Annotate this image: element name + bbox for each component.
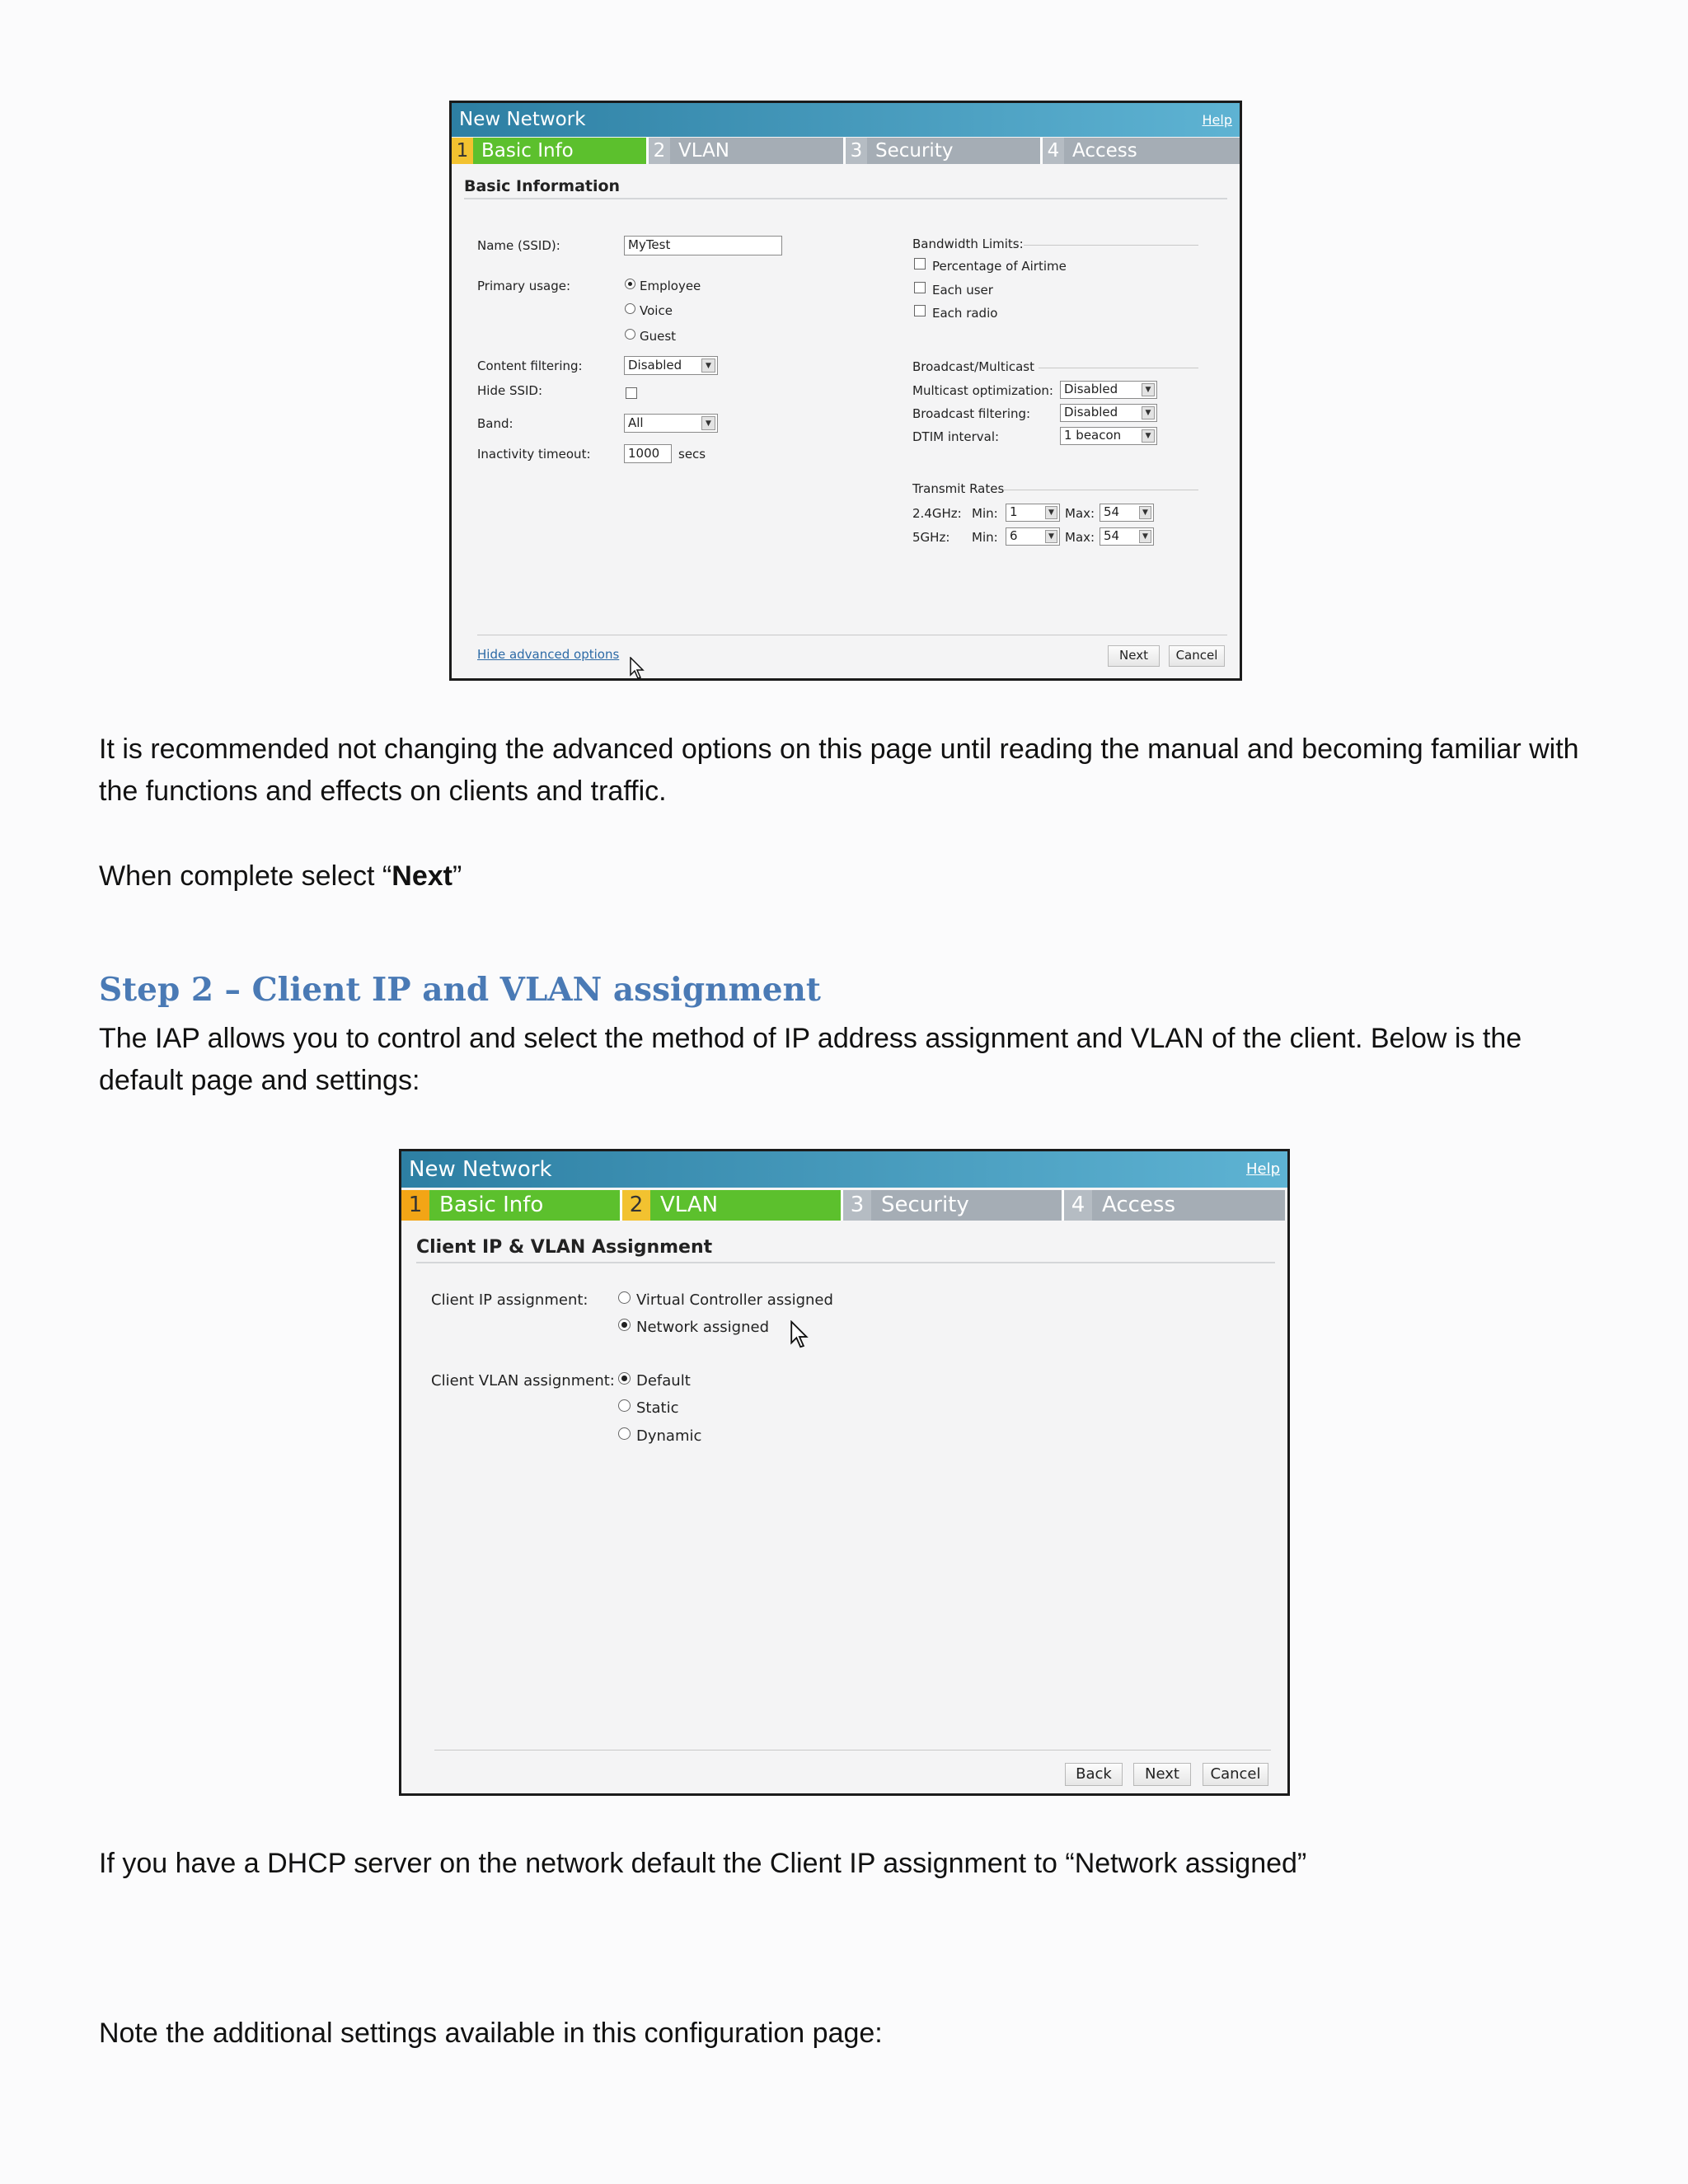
tab-vlan[interactable] <box>649 138 846 164</box>
step-2-heading: Step 2 – Client IP and VLAN assignment <box>99 971 821 1009</box>
next-button[interactable]: Next <box>1133 1763 1191 1786</box>
chevron-down-icon: ▼ <box>701 359 715 373</box>
step-label: Access <box>1102 1193 1176 1217</box>
dtim-interval-select[interactable] <box>1060 427 1157 445</box>
usage-employee-label: Employee <box>640 279 701 293</box>
tab-basic-info[interactable] <box>401 1190 622 1221</box>
step-number: 1 <box>401 1190 429 1221</box>
each-user-checkbox[interactable] <box>914 282 926 293</box>
step-label: Access <box>1072 140 1137 162</box>
help-link[interactable]: Help <box>1202 112 1232 128</box>
section-title: Client IP & VLAN Assignment <box>416 1237 713 1258</box>
help-link[interactable]: Help <box>1245 1160 1280 1178</box>
vlan-dynamic-radio[interactable] <box>618 1427 631 1440</box>
hide-advanced-options-link[interactable]: Hide advanced options <box>477 647 620 662</box>
rate-24ghz-max-value: 54 <box>1104 504 1120 519</box>
usage-voice-label: Voice <box>640 303 673 318</box>
step-label: Basic Info <box>481 140 574 162</box>
next-instruction-prefix: When complete select “ <box>99 860 392 892</box>
rate-24ghz-max-label: Max: <box>1065 506 1095 521</box>
next-instruction-bold: Next <box>392 860 452 892</box>
rate-5ghz-min-value: 6 <box>1010 528 1018 543</box>
rate-5ghz-max-select[interactable] <box>1100 527 1154 546</box>
client-vlan-assignment-label: Client VLAN assignment: <box>431 1372 615 1390</box>
dialog-title: New Network <box>459 109 586 130</box>
content-filtering-value: Disabled <box>628 358 682 373</box>
usage-employee-radio[interactable] <box>625 279 635 289</box>
multicast-optimization-select[interactable] <box>1060 381 1157 399</box>
cancel-button[interactable]: Cancel <box>1169 645 1225 667</box>
dtim-interval-label: DTIM interval: <box>912 429 1000 444</box>
rate-24ghz-min-value: 1 <box>1010 504 1018 519</box>
step-label: Security <box>881 1193 969 1217</box>
vlan-default-label: Default <box>636 1372 691 1390</box>
back-button[interactable]: Back <box>1065 1763 1123 1786</box>
chevron-down-icon: ▼ <box>1142 406 1155 419</box>
dhcp-paragraph: If you have a DHCP server on the network default the Client IP assignment to “Network assigned” <box>99 1848 1307 1879</box>
each-radio-label: Each radio <box>932 306 998 321</box>
tab-access[interactable] <box>1064 1190 1285 1221</box>
band-select[interactable] <box>624 414 718 433</box>
usage-guest-radio[interactable] <box>625 329 635 340</box>
name-ssid-input[interactable]: MyTest <box>624 236 782 255</box>
band-label: Band: <box>477 416 513 431</box>
vlan-dynamic-label: Dynamic <box>636 1427 702 1445</box>
step-number: 1 <box>452 138 473 164</box>
tab-basic-info[interactable] <box>452 138 649 164</box>
step-number: 4 <box>1043 138 1064 164</box>
rate-24ghz-max-select[interactable] <box>1100 504 1154 522</box>
step-number: 4 <box>1064 1190 1092 1221</box>
name-ssid-label: Name (SSID): <box>477 238 560 253</box>
rate-5ghz-label: 5GHz: <box>912 530 950 545</box>
new-network-dialog-vlan <box>399 1149 1290 1796</box>
chevron-down-icon: ▼ <box>1139 530 1151 543</box>
rate-5ghz-min-label: Min: <box>972 530 998 545</box>
recommendation-paragraph: It is recommended not changing the advanced options on this page until reading the manual and becoming familiar with the functions and effects on clients and traffic. <box>99 733 1579 807</box>
chevron-down-icon: ▼ <box>1142 383 1155 396</box>
inactivity-timeout-input[interactable]: 1000 <box>624 444 672 463</box>
next-button[interactable]: Next <box>1108 645 1160 667</box>
each-radio-checkbox[interactable] <box>914 305 926 316</box>
ip-virtual-controller-radio[interactable] <box>618 1291 631 1304</box>
rate-5ghz-max-value: 54 <box>1104 528 1120 543</box>
inactivity-timeout-label: Inactivity timeout: <box>477 447 591 462</box>
iap-description-paragraph: The IAP allows you to control and select the method of IP address assignment and VLAN of the client. Below is the default page and settings: <box>99 1023 1522 1096</box>
step-number: 2 <box>649 138 670 164</box>
dialog-title-bar <box>401 1151 1287 1188</box>
cancel-button[interactable]: Cancel <box>1203 1763 1268 1786</box>
tab-access[interactable] <box>1043 138 1240 164</box>
step-label: VLAN <box>660 1193 719 1217</box>
hide-ssid-checkbox[interactable] <box>626 387 637 399</box>
mouse-pointer-icon <box>630 657 645 679</box>
band-value: All <box>628 415 644 430</box>
step-label: Basic Info <box>439 1193 544 1217</box>
client-ip-assignment-label: Client IP assignment: <box>431 1291 588 1309</box>
each-user-label: Each user <box>932 283 993 298</box>
usage-guest-label: Guest <box>640 329 677 344</box>
ip-network-assigned-label: Network assigned <box>636 1319 769 1336</box>
vlan-default-radio[interactable] <box>618 1372 631 1385</box>
hide-ssid-label: Hide SSID: <box>477 383 543 398</box>
chevron-down-icon: ▼ <box>701 416 715 430</box>
wizard-steps <box>452 138 1240 164</box>
step-number: 2 <box>622 1190 650 1221</box>
dialog-title: New Network <box>409 1157 552 1182</box>
rate-5ghz-max-label: Max: <box>1065 530 1095 545</box>
broadcast-multicast-title: Broadcast/Multicast <box>912 359 1035 374</box>
dialog-title-bar <box>452 103 1240 137</box>
tab-vlan[interactable] <box>622 1190 843 1221</box>
dtim-interval-value: 1 beacon <box>1064 428 1122 443</box>
tab-security[interactable] <box>843 1190 1064 1221</box>
bandwidth-divider <box>1024 245 1198 246</box>
new-network-dialog-basic-info <box>449 101 1242 681</box>
section-divider <box>464 198 1227 199</box>
tab-security[interactable] <box>846 138 1043 164</box>
content-filtering-select[interactable] <box>624 356 718 375</box>
chevron-down-icon: ▼ <box>1045 506 1057 519</box>
chevron-down-icon: ▼ <box>1045 530 1057 543</box>
percentage-airtime-label: Percentage of Airtime <box>932 259 1067 274</box>
section-title: Basic Information <box>464 177 621 195</box>
step-label: Security <box>875 140 954 162</box>
rate-24ghz-min-label: Min: <box>972 506 998 521</box>
broadcast-filtering-value: Disabled <box>1064 405 1118 419</box>
ip-network-assigned-radio[interactable] <box>618 1319 631 1331</box>
inactivity-unit: secs <box>678 447 706 462</box>
multicast-optimization-label: Multicast optimization: <box>912 383 1053 398</box>
rate-5ghz-min-select[interactable] <box>1006 527 1060 546</box>
usage-voice-radio[interactable] <box>625 303 635 314</box>
broadcast-filtering-label: Broadcast filtering: <box>912 406 1031 421</box>
percentage-airtime-checkbox[interactable] <box>914 258 926 269</box>
wizard-steps <box>401 1190 1287 1221</box>
multicast-optimization-value: Disabled <box>1064 382 1118 396</box>
step-number: 3 <box>846 138 867 164</box>
chevron-down-icon: ▼ <box>1139 506 1151 519</box>
transmit-rates-title: Transmit Rates <box>912 481 1005 496</box>
section-divider <box>416 1262 1275 1263</box>
next-instruction-paragraph <box>99 855 1607 898</box>
ip-virtual-controller-label: Virtual Controller assigned <box>636 1291 833 1309</box>
step-label: VLAN <box>678 140 730 162</box>
primary-usage-label: Primary usage: <box>477 279 571 293</box>
step-number: 3 <box>843 1190 871 1221</box>
rate-24ghz-label: 2.4GHz: <box>912 506 962 521</box>
mouse-pointer-icon <box>790 1320 809 1348</box>
vlan-static-label: Static <box>636 1399 679 1417</box>
content-filtering-label: Content filtering: <box>477 359 583 373</box>
next-instruction-suffix: ” <box>452 860 462 892</box>
additional-settings-paragraph: Note the additional settings available in this configuration page: <box>99 2018 883 2049</box>
rate-24ghz-min-select[interactable] <box>1006 504 1060 522</box>
chevron-down-icon: ▼ <box>1142 429 1155 443</box>
bandwidth-limits-title: Bandwidth Limits: <box>912 237 1024 251</box>
broadcast-filtering-select[interactable] <box>1060 404 1157 422</box>
vlan-static-radio[interactable] <box>618 1399 631 1412</box>
